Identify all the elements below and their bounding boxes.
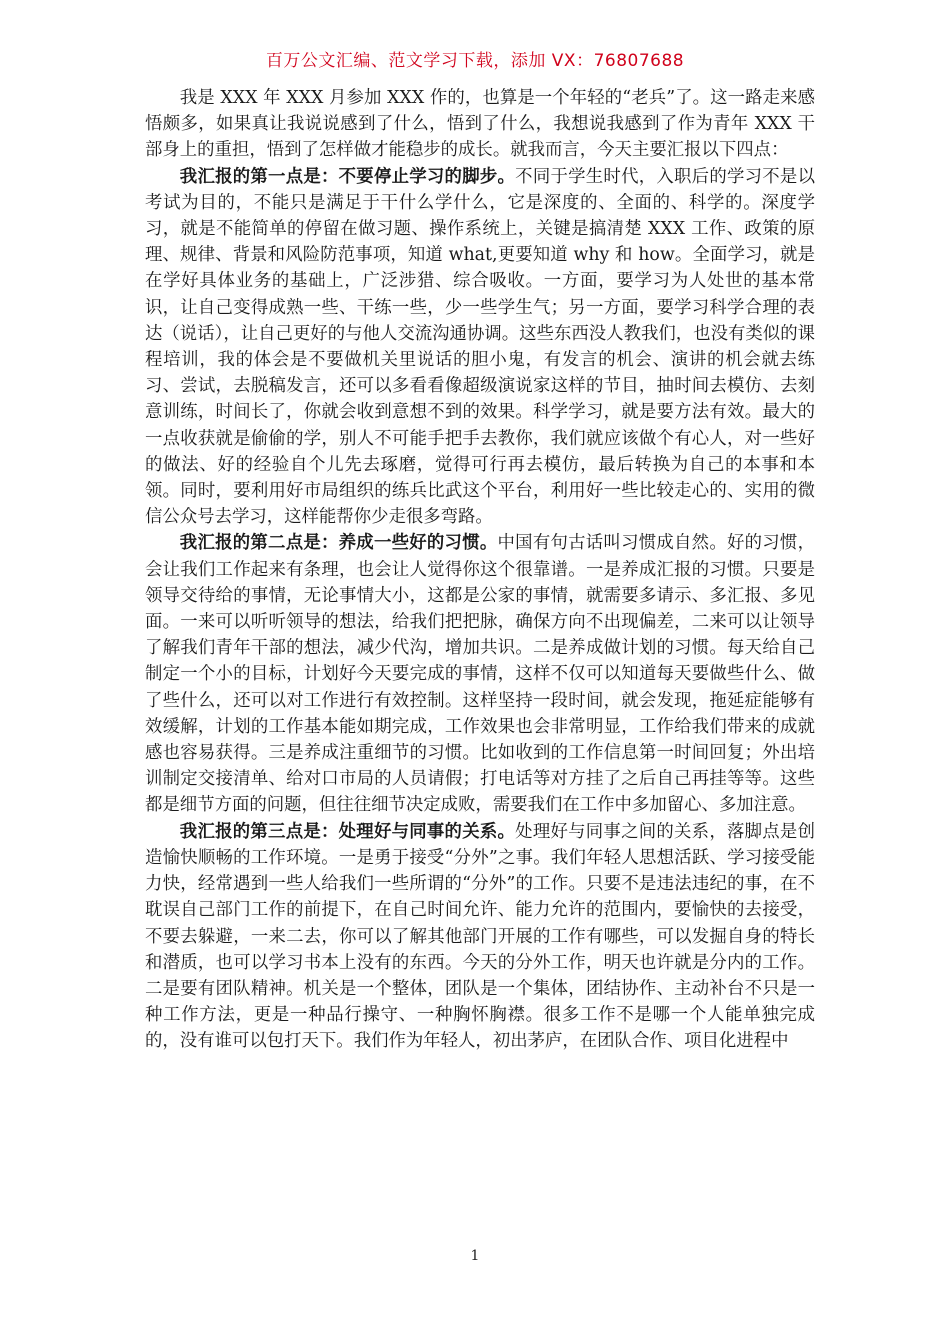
point-3-heading: 我汇报的第三点是：处理好与同事的关系。 <box>179 821 516 842</box>
watermark-banner: 百万公文汇编、范文学习下载，添加 VX：76807688 <box>265 51 685 71</box>
point-1-paragraph <box>145 164 815 531</box>
point-2-body: 中国有句古话叫习惯成自然。好的习惯，会让我们工作起来有条理，也会让人觉得你这个很靠谱。一是养成汇报的习惯。只要是领导交待给的事情，无论事情大小，这都是公家的事情，就需要多请示、多汇报、多见面。一来可以听听领导的想法，给我们把把脉，确保方向不出现偏差，二来可以让领导了解我们青年干部的想法，减少代沟，增加共识。二是养成做计划的习惯。每天给自己制定一个小的目标，计划好今天要完成的事情，这样不仅可以知道每天要做些什么、做了些什么，还可以对工作进行有效控制。这样坚持一段时间，就会发现，拖延症能够有效缓解，计划的工作基本能如期完成，工作效果也会非常明显，工作给我们带来的成就感也容易获得。三是养成注重细节的习惯。比如收到的工作信息第一时间回复；外出培训制定交接清单、给对口市局的人员请假；打电话等对方挂了之后自己再挂等等。这些都是细节方面的问题，但往往细节决定成败，需要我们在工作中多加留心、多加注意。 <box>145 533 815 816</box>
intro-paragraph: 我是 XXX 年 XXX 月参加 XXX 作的，也算是一个年轻的“老兵”了。这一路走来感悟颇多，如果真让我说说感到了什么，悟到了什么，我想说我感到了作为青年 XXX 干部身上的重担，悟到了怎样做才能稳步的成长。就我而言，今天主要汇报以下四点： <box>145 88 815 161</box>
document-body <box>145 85 815 1055</box>
point-1-body: 不同于学生时代，入职后的学习不是以考试为目的，不能只是满足于干什么学什么，它是深度的、全面的、科学的。深度学习，就是不能简单的停留在做习题、操作系统上，关键是搞清楚 XXX 工作、政策的原理、规律、背景和风险防范事项，知道 what,更要知道 why 和 how。全面学习，就是在学好具体业务的基础上，广泛涉猎、综合吸收。一方面，要学习为人处世的基本常识，让自己变得成熟一些、干练一些，少一些学生气；另一方面，要学习科学合理的表达（说话），让自己更好的与他人交流沟通协调。这些东西没人教我们，也没有类似的课程培训，我的体会是不要做机关里说话的胆小鬼，有发言的机会、演讲的机会就去练习、尝试，去脱稿发言，还可以多看看像超级演说家这样的节目，抽时间去模仿、去刻意训练，时间长了，你就会收到意想不到的效果。科学学习，就是要方法有效。最大的一点收获就是偷偷的学，别人不可能手把手去教你，我们就应该做个有心人，对一些好的做法、好的经验自个儿先去琢磨，觉得可行再去模仿，最后转换为自己的本事和本领。同时，要利用好市局组织的练兵比武这个平台，利用好一些比较走心的、实用的微信公众号去学习，这样能帮你少走很多弯路。 <box>145 166 815 528</box>
point-2-heading: 我汇报的第二点是：养成一些好的习惯。 <box>179 533 498 554</box>
point-3-body: 处理好与同事之间的关系，落脚点是创造愉快顺畅的工作环境。一是勇于接受“分外”之事。我们年轻人思想活跃、学习接受能力快，经常遇到一些人给我们一些所谓的“分外”的工作。只要不是违法违纪的事，在不耽误自己部门工作的前提下，在自己时间允许、能力允许的范围内，要愉快的去接受，不要去躲避，一来二去，你可以了解其他部门开展的工作有哪些，可以发掘自身的特长和潜质，也可以学习书本上没有的东西。今天的分外工作，明天也许就是分内的工作。二是要有团队精神。机关是一个整体，团队是一个集体，团结协作、主动补台不只是一种工作方法，更是一种品行操守、一种胸怀胸襟。很多工作不是哪一个人能单独完成的，没有谁可以包打天下。我们作为年轻人，初出茅庐，在团队合作、项目化进程中 <box>145 821 815 1052</box>
page-number: 1 <box>470 1248 480 1264</box>
point-1-heading: 我汇报的第一点是：不要停止学习的脚步。 <box>179 166 516 187</box>
point-2-paragraph <box>145 530 815 818</box>
point-3-paragraph <box>145 819 815 1055</box>
